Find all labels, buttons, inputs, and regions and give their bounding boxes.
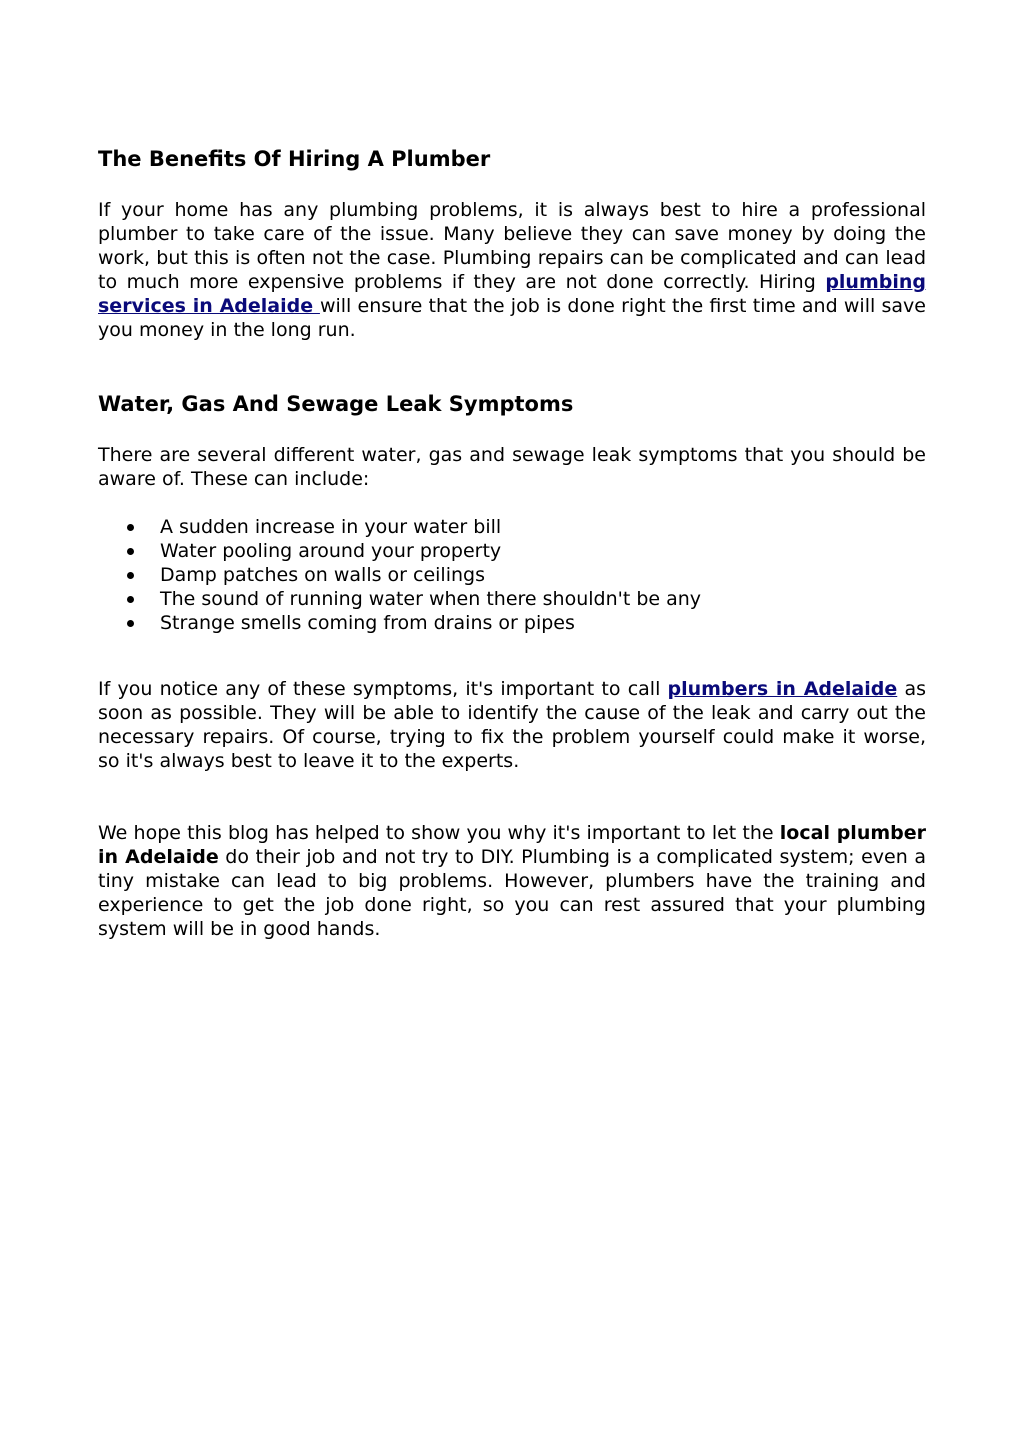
heading-leak-symptoms: Water, Gas And Sewage Leak Symptoms bbox=[98, 392, 574, 416]
bold-local-plumber: local plumber in Adelaide bbox=[98, 822, 927, 868]
paragraph-closing bbox=[98, 821, 926, 941]
paragraph-closing-text-end: do their job and not try to DIY. Plumbing is a complicated system; even a tiny mistake can lead to big problems. However, plumbers have the training and experience to get the job done right, so you can rest assured that your plumbing system will be in good hands. bbox=[98, 846, 926, 940]
list-item bbox=[98, 563, 926, 587]
bullet-icon bbox=[127, 620, 134, 627]
bullet-icon bbox=[127, 524, 134, 531]
list-item bbox=[98, 539, 926, 563]
bullet-icon bbox=[127, 572, 134, 579]
paragraph-benefits bbox=[98, 198, 926, 342]
symptom-text: Strange smells coming from drains or pipes bbox=[160, 612, 575, 634]
link-plumbers-adelaide[interactable]: plumbers in Adelaide bbox=[667, 678, 898, 700]
paragraph-benefits-text-end: will ensure that the job is done right the first time and will save you money in the long run. bbox=[98, 295, 926, 341]
symptom-text: Water pooling around your property bbox=[160, 540, 502, 562]
symptom-text: A sudden increase in your water bill bbox=[160, 516, 502, 538]
link-plumbing-services-adelaide[interactable]: plumbing services in Adelaide bbox=[98, 271, 926, 317]
symptom-text: The sound of running water when there shouldn't be any bbox=[160, 588, 702, 610]
heading-benefits: The Benefits Of Hiring A Plumber bbox=[98, 147, 491, 171]
paragraph-benefits-text-start: If your home has any plumbing problems, it is always best to hire a professional plumber to take care of the issue. Many believe they can save money by doing the work, but this is often not the case. Plumbing repairs can be complicated and can lead to much more expensive problems if they are not done correctly. Hiring bbox=[98, 199, 926, 293]
bullet-icon bbox=[127, 548, 134, 555]
list-item bbox=[98, 587, 926, 611]
bullet-icon bbox=[127, 596, 134, 603]
list-item bbox=[98, 515, 926, 539]
paragraph-call-plumbers bbox=[98, 677, 926, 773]
symptom-list bbox=[98, 515, 926, 635]
paragraph-closing-text-start: We hope this blog has helped to show you why it's important to let the bbox=[98, 822, 780, 844]
list-item bbox=[98, 611, 926, 635]
paragraph-call-text-end: as soon as possible. They will be able to identify the cause of the leak and carry out the necessary repairs. Of course, trying to fix the problem yourself could make it worse, so it's always best to leave it to the experts. bbox=[98, 678, 926, 772]
paragraph-leak-intro: There are several different water, gas and sewage leak symptoms that you should be aware of. These can include: bbox=[98, 444, 926, 490]
symptom-text: Damp patches on walls or ceilings bbox=[160, 564, 485, 586]
paragraph-call-text-start: If you notice any of these symptoms, it's important to call bbox=[98, 678, 668, 700]
